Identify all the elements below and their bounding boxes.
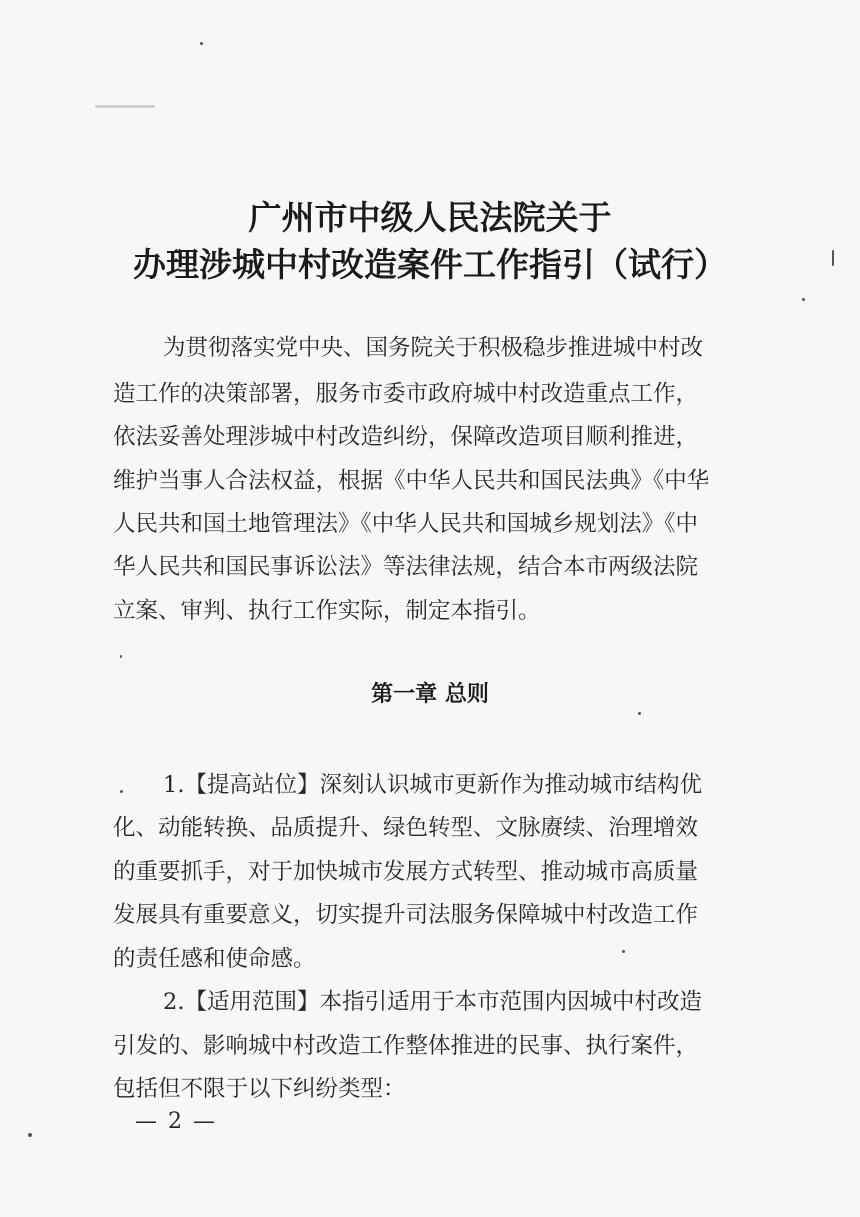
- scan-speck: [622, 950, 625, 953]
- scan-speck: [120, 655, 122, 658]
- text-line: 维护当事人合法权益，根据《中华人民共和国民法典》《中华: [113, 468, 710, 494]
- chapter-heading: 第一章 总则: [371, 682, 489, 707]
- text-line: 人民共和国土地管理法》《中华人民共和国城乡规划法》《中: [113, 511, 699, 537]
- text-line: 化、动能转换、品质提升、绿色转型、文脉赓续、治理增效: [113, 815, 699, 841]
- document-title-line1: 广州市中级人民法院关于: [248, 198, 612, 237]
- text-line: 引发的、影响城中村改造工作整体推进的民事、执行案件，: [113, 1033, 699, 1059]
- text-line: 包括但不限于以下纠纷类型：: [113, 1076, 406, 1102]
- scan-speck: [832, 250, 834, 266]
- text-line: 造工作的决策部署，服务市委市政府城中村改造重点工作，: [113, 381, 699, 407]
- page-number: — 2 —: [135, 1109, 217, 1134]
- text-line: 立案、审判、执行工作实际，制定本指引。: [113, 598, 541, 624]
- text-line: 的责任感和使命感。: [113, 946, 316, 972]
- text-line: 的重要抓手，对于加快城市发展方式转型、推动城市高质量: [113, 859, 699, 885]
- text-line: 发展具有重要意义，切实提升司法服务保障城中村改造工作: [113, 902, 699, 928]
- text-line: 2.【适用范围】本指引适用于本市范围内因城中村改造: [163, 989, 702, 1015]
- text-line: 华人民共和国民事诉讼法》等法律法规，结合本市两级法院: [113, 554, 699, 580]
- document-title-line2: 办理涉城中村改造案件工作指引（试行）: [133, 245, 727, 284]
- scan-speck: [120, 790, 123, 793]
- text-line: 1.【提高站位】深刻认识城市更新作为推动城市结构优: [163, 772, 702, 798]
- scan-speck: [95, 105, 155, 108]
- text-line: 依法妥善处理涉城中村改造纠纷，保障改造项目顺利推进，: [113, 424, 699, 450]
- scan-speck: [28, 1133, 32, 1137]
- scan-speck: [638, 712, 641, 715]
- scan-speck: [802, 298, 805, 301]
- text-line: 为贯彻落实党中央、国务院关于积极稳步推进城中村改: [163, 335, 704, 361]
- scan-speck: [200, 42, 203, 45]
